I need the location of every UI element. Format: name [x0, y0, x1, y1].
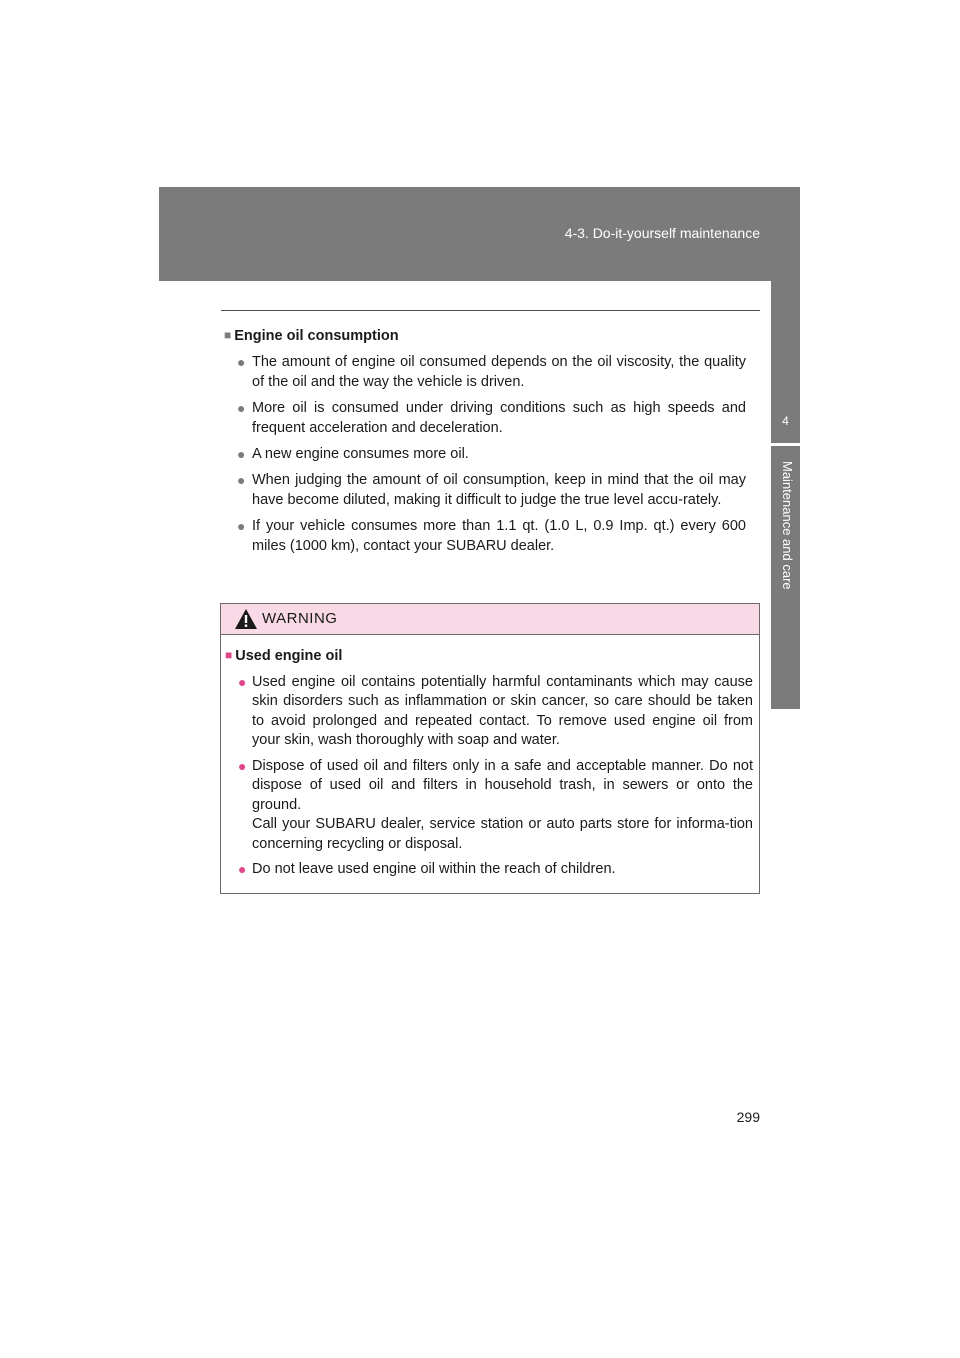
page-number: 299 — [736, 1109, 760, 1125]
bullet-icon: ● — [238, 673, 247, 690]
bullet-icon: ● — [238, 757, 247, 774]
warning-heading — [225, 647, 753, 667]
section-heading — [224, 326, 746, 346]
item-text: If your vehicle consumes more than 1.1 qt. (1.0 L, 0.9 Imp. qt.) every 600 miles (1000 km), contact your SUBARU dealer. — [252, 518, 746, 554]
list-item — [225, 757, 753, 855]
bullet-icon: ● — [237, 446, 246, 462]
chapter-divider — [771, 443, 800, 446]
list-item — [225, 673, 753, 751]
item-text: Used engine oil contains potentially harmful contaminants which may cause skin disorders such as inflammation or skin cancer, so care should be taken to avoid prolonged and repeated contact. To remove used engine oil from your skin, wash thoroughly with soap and water. — [252, 673, 753, 748]
heading-text: Engine oil consumption — [234, 328, 399, 344]
header-band — [159, 187, 800, 281]
chapter-number: 4 — [782, 414, 789, 428]
item-text: The amount of engine oil consumed depends on the oil viscosity, the quality of the oil and the way the vehicle is driven. — [252, 354, 746, 390]
item-text: Do not leave used engine oil within the reach of children. — [252, 861, 616, 877]
bullet-icon: ● — [237, 354, 246, 370]
list-item — [225, 860, 753, 880]
item-text: More oil is consumed under driving conditions such as high speeds and frequent acceleration and deceleration. — [252, 400, 746, 436]
warning-title: WARNING — [262, 610, 338, 627]
warning-body — [225, 647, 753, 886]
square-bullet-icon: ■ — [225, 648, 233, 662]
bullet-icon: ● — [237, 518, 246, 534]
list-item — [224, 444, 746, 464]
list-item — [224, 470, 746, 510]
warning-box — [220, 603, 760, 894]
warning-triangle-icon — [234, 608, 258, 630]
bullet-icon: ● — [237, 472, 246, 488]
item-text: When judging the amount of oil consumption, keep in mind that the oil may have become diluted, making it difficult to judge the true level accu-rately. — [252, 472, 746, 508]
oil-consumption-section — [224, 326, 746, 562]
bullet-icon: ● — [238, 861, 247, 877]
section-title: 4-3. Do-it-yourself maintenance — [564, 225, 760, 241]
chapter-label: Maintenance and care — [780, 461, 795, 590]
list-item — [224, 352, 746, 392]
warning-header — [221, 604, 759, 635]
square-bullet-icon: ■ — [224, 328, 232, 342]
item-text: A new engine consumes more oil. — [252, 446, 469, 462]
top-rule — [221, 310, 760, 311]
chapter-side-tab — [771, 281, 800, 709]
item-text-continued: Call your SUBARU dealer, service station or auto parts store for informa-tion concerning recycling or disposal. — [252, 816, 753, 852]
list-item — [224, 516, 746, 556]
list-item — [224, 398, 746, 438]
item-text: Dispose of used oil and filters only in a safe and acceptable manner. Do not dispose of used oil and filters in household trash, in sewers or onto the ground. — [252, 757, 753, 813]
bullet-icon: ● — [237, 400, 246, 416]
heading-text: Used engine oil — [235, 648, 343, 664]
